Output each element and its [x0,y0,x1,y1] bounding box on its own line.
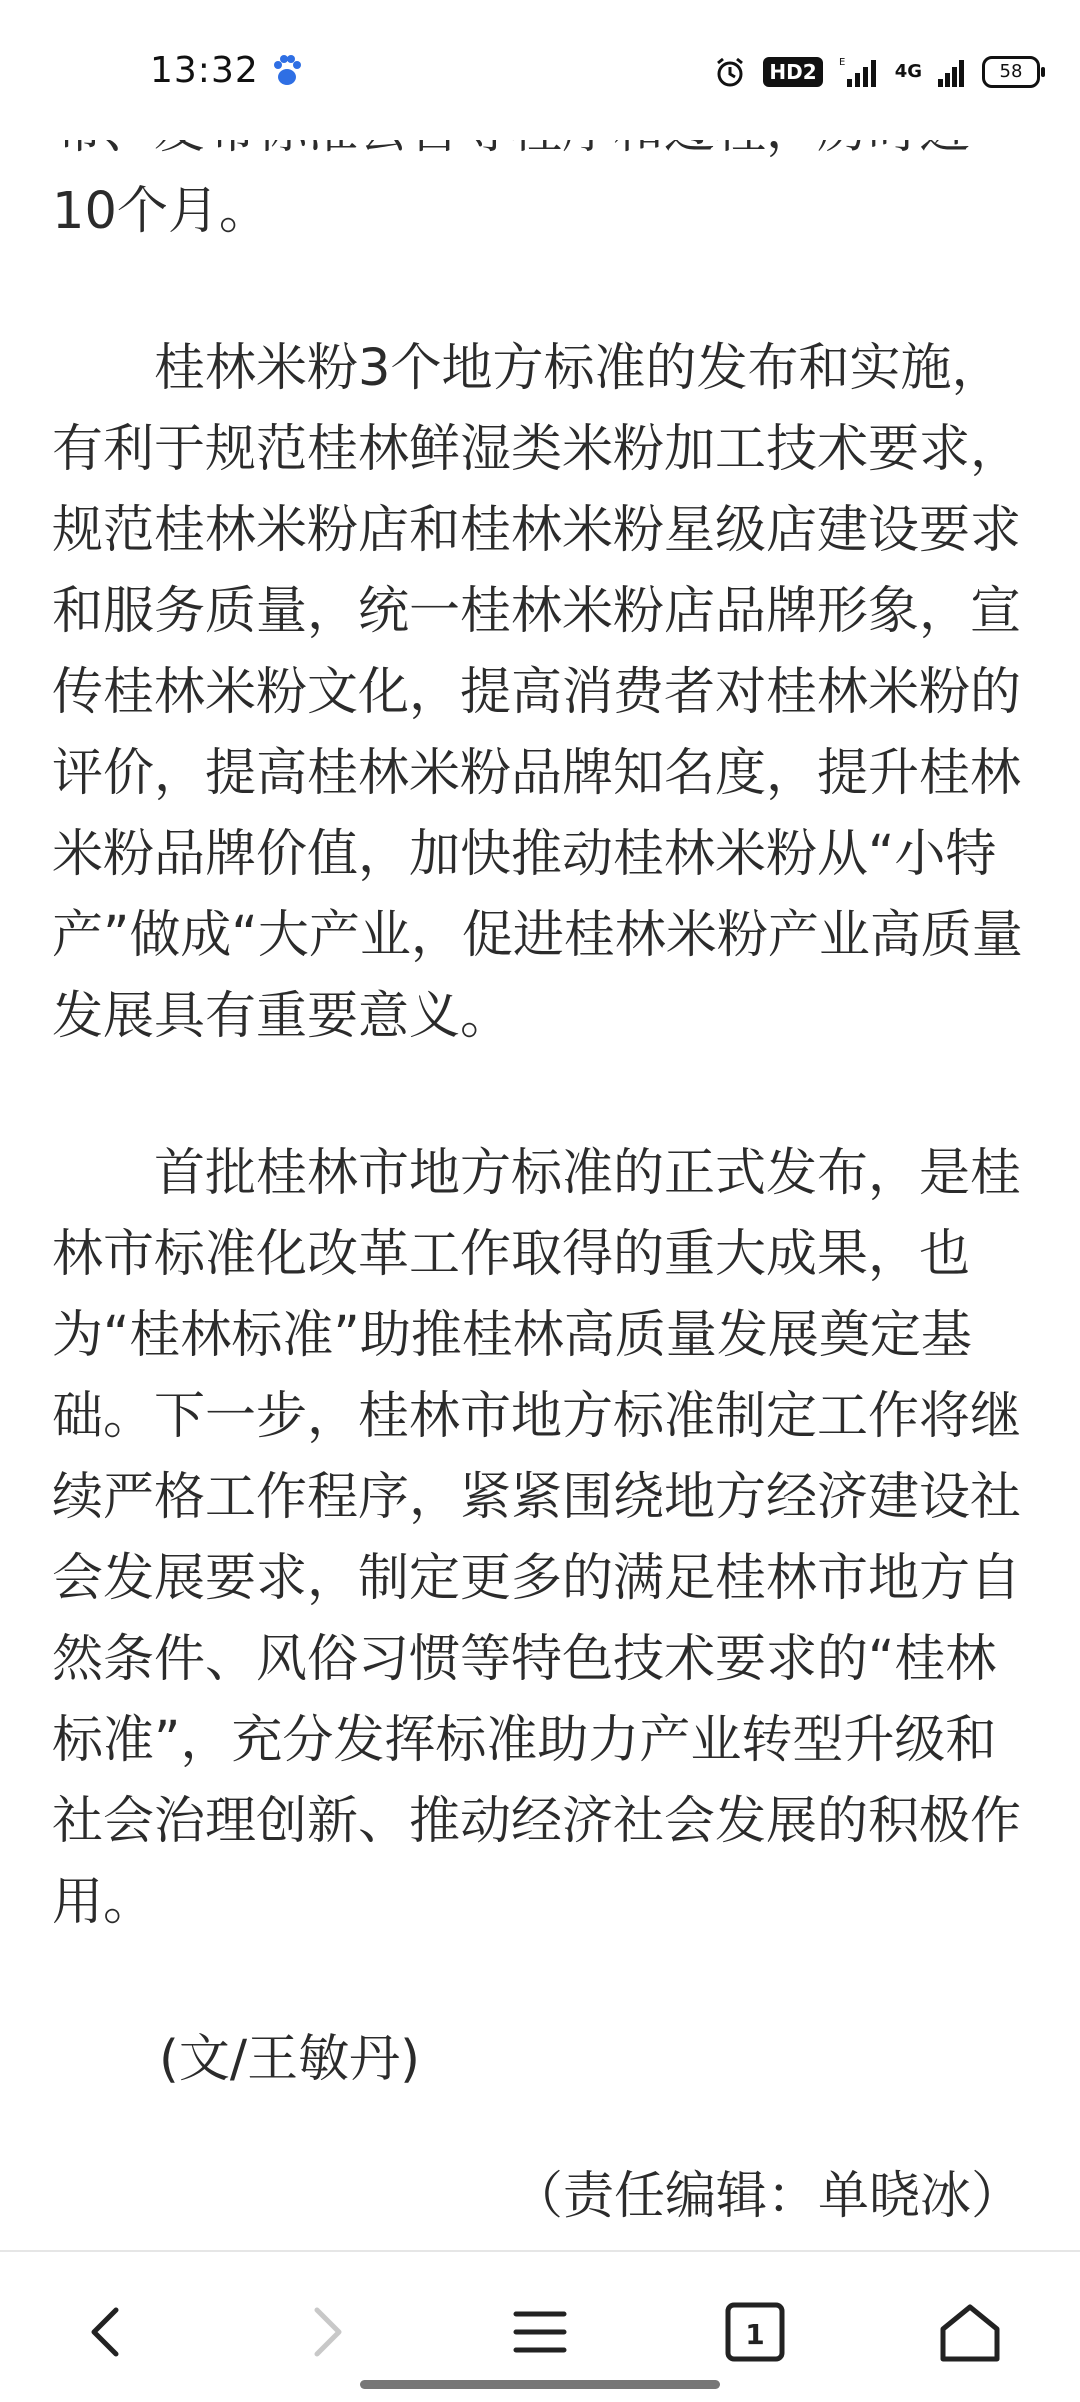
forward-button[interactable] [285,2292,365,2372]
back-button[interactable] [68,2292,148,2372]
svg-text:E: E [838,57,846,68]
signal-icon [839,55,879,89]
battery-icon: 58 [982,56,1040,88]
tabs-button[interactable] [715,2292,795,2372]
article-body [52,90,1032,2237]
network-type: 4G [894,61,922,82]
status-icons [713,52,1040,92]
hd-badge: HD2 [763,57,822,87]
alarm-icon [713,55,747,89]
status-bar [0,0,1080,140]
baidu-paw-icon [270,54,304,88]
back-arrow-icon [78,2302,138,2362]
article-paragraph: 桂林米粉3个地方标准的发布和实施，有利于规范桂林鲜湿类米粉加工技术要求，规范桂林米粉店和桂林米粉星级店建设要求和服务质量，统一桂林米粉店品牌形象，宣传桂林米粉文化，提高消费者对桂林米粉的评价，提高桂林米粉品牌知名度，提升桂林米粉品牌价值，加快推动桂林米粉从“小特产”做成“大产业，促进桂林米粉产业高质量发展具有重要意义。 [52,339,1023,1046]
article-paragraph: 首批桂林市地方标准的正式发布，是桂林市标准化改革工作取得的重大成果，也为“桂林标准”助推桂林高质量发展奠定基础。下一步，桂林市地方标准制定工作将继续严格工作程序，紧紧围绕地方经济建设社会发展要求，制定更多的满足桂林市地方自然条件、风俗习惯等特色技术要求的“桂林标准”，充分发挥标准助力产业转型升级和社会治理创新、推动经济社会发展的积极作用。 [52,1144,1022,1932]
tabs-icon [723,2300,787,2364]
home-button[interactable] [930,2292,1010,2372]
menu-icon [510,2302,570,2362]
signal-icon-2 [938,55,966,89]
forward-arrow-icon [295,2302,355,2362]
tab-count: 1 [745,2318,765,2351]
article-byline: (文/王敏丹) [159,2030,420,2089]
menu-button[interactable] [500,2292,580,2372]
status-time: 13:32 [150,50,259,91]
gesture-bar[interactable] [360,2380,720,2389]
article-paragraph: 10个月。 [52,182,270,241]
home-icon [937,2299,1003,2365]
article-editor: （责任编辑：单晓冰） [511,2167,1022,2226]
